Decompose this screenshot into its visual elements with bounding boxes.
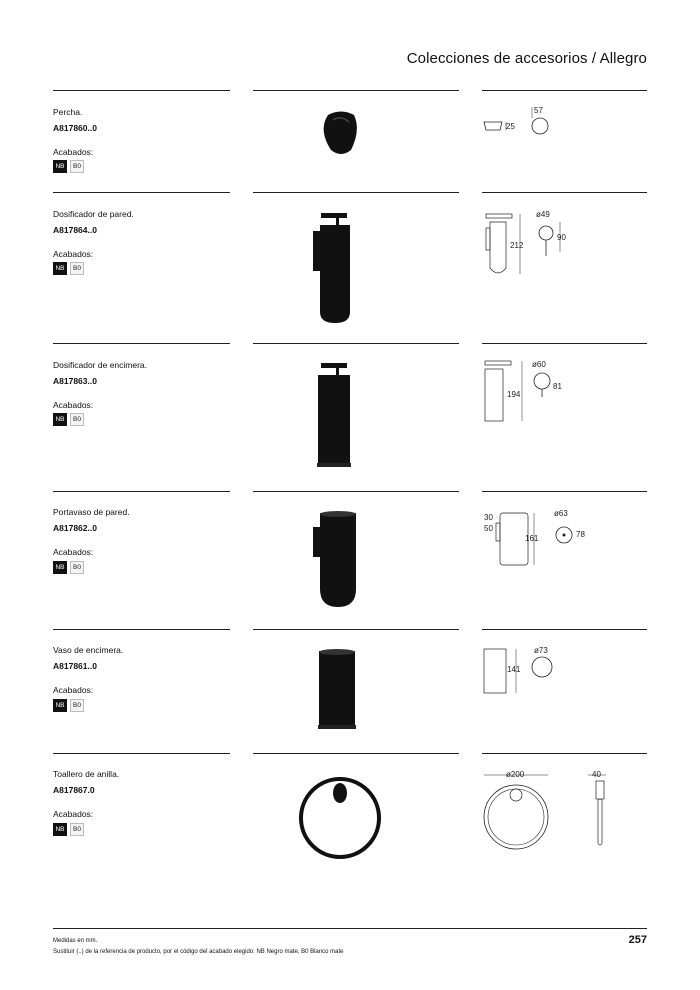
finishes-label: Acabados:	[53, 147, 94, 157]
finishes-label: Acabados:	[53, 809, 94, 819]
technical-drawing	[482, 645, 647, 705]
product-name: Portavaso de pared.	[53, 507, 130, 517]
product-code: A817861..0	[53, 661, 97, 671]
product-image	[253, 647, 459, 733]
product-image	[253, 100, 459, 170]
finishes-label: Acabados:	[53, 547, 94, 557]
product-code: A817862..0	[53, 523, 97, 533]
svg-text:57: 57	[534, 106, 543, 115]
svg-text:161: 161	[525, 534, 539, 543]
technical-drawing	[482, 208, 647, 283]
product-image	[253, 207, 459, 327]
svg-text:30: 30	[484, 513, 493, 522]
finishes-label: Acabados:	[53, 249, 94, 259]
finish-badge-b0[interactable]: B0	[70, 160, 84, 173]
svg-text:212: 212	[510, 241, 524, 250]
product-name: Dosificador de pared.	[53, 209, 134, 219]
svg-text:141: 141	[507, 665, 521, 674]
footer-note-finishes: Sustituir (..) de la referencia de producto, por el código del acabado elegido: NB Negro mate, B0 Blanco mate	[53, 949, 344, 955]
finish-badge-nb[interactable]: NB	[53, 160, 67, 173]
svg-text:194: 194	[507, 390, 521, 399]
technical-drawing	[482, 359, 647, 429]
product-code: A817864..0	[53, 225, 97, 235]
svg-text:40: 40	[592, 770, 601, 779]
finishes-label: Acabados:	[53, 400, 94, 410]
technical-drawing	[482, 104, 647, 144]
svg-text:ø60: ø60	[532, 360, 546, 369]
product-image	[253, 507, 459, 611]
finishes-label: Acabados:	[53, 685, 94, 695]
product-name: Dosificador de encimera.	[53, 360, 148, 370]
finish-badge-nb[interactable]: NB	[53, 699, 67, 712]
finish-badge-b0[interactable]: B0	[70, 823, 84, 836]
product-name: Toallero de anilla.	[53, 769, 120, 779]
svg-text:81: 81	[553, 382, 562, 391]
page-number: 257	[628, 934, 647, 946]
finish-badge-nb[interactable]: NB	[53, 262, 67, 275]
technical-drawing	[482, 507, 647, 577]
finish-badge-b0[interactable]: B0	[70, 262, 84, 275]
finish-badge-nb[interactable]: NB	[53, 561, 67, 574]
finish-badge-nb[interactable]: NB	[53, 823, 67, 836]
finish-badge-b0[interactable]: B0	[70, 561, 84, 574]
svg-text:25: 25	[506, 122, 515, 131]
finish-badge-b0[interactable]: B0	[70, 699, 84, 712]
product-name: Percha.	[53, 107, 83, 117]
product-code: A817860..0	[53, 123, 97, 133]
svg-text:ø49: ø49	[536, 210, 550, 219]
svg-text:90: 90	[557, 233, 566, 242]
product-image	[253, 359, 459, 471]
svg-text:ø63: ø63	[554, 509, 568, 518]
svg-text:78: 78	[576, 530, 585, 539]
page-title: Colecciones de accesorios / Allegro	[406, 50, 647, 67]
svg-text:50: 50	[484, 524, 493, 533]
svg-text:ø73: ø73	[534, 646, 548, 655]
product-code: A817867.0	[53, 785, 95, 795]
footer-note-units: Medidas en mm.	[53, 938, 98, 944]
product-code: A817863..0	[53, 376, 97, 386]
finish-badge-nb[interactable]: NB	[53, 413, 67, 426]
technical-drawing	[482, 767, 647, 857]
product-image	[253, 771, 459, 865]
product-name: Vaso de encimera.	[53, 645, 124, 655]
svg-text:ø200: ø200	[506, 770, 525, 779]
finish-badge-b0[interactable]: B0	[70, 413, 84, 426]
